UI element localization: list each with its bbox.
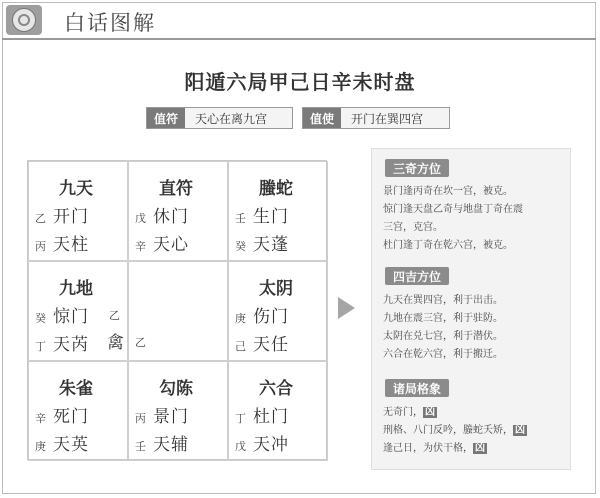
palace-grid (27, 160, 327, 460)
palace-star: 天柱 (53, 235, 89, 255)
palace-spirit: 勾陈 (159, 379, 193, 399)
palace-kun (228, 161, 328, 261)
siji-line: 太阴在兑七宫，利于潜伏。 (383, 331, 503, 342)
palace-spirit: 太阴 (259, 279, 293, 299)
palace-star: 天芮 (53, 335, 89, 355)
meta-zhishi-label: 值使 (303, 108, 341, 128)
palace-stem: 戊 (235, 440, 246, 453)
palace-center-stem: 乙 (135, 336, 146, 349)
siji-line: 九天在巽四宫，利于出击。 (383, 295, 503, 306)
palace-spirit: 九地 (59, 279, 93, 299)
sanqi-line: 景门逢丙奇在坎一宫，被克。 (383, 186, 513, 197)
palace-dui (228, 261, 328, 361)
palace-stem: 辛 (135, 240, 146, 253)
sanqi-label: 三奇方位 (385, 159, 449, 177)
geju-line: 无奇门， (383, 407, 423, 418)
palace-stem: 辛 (35, 412, 46, 425)
palace-stem: 癸 (235, 240, 246, 253)
palace-stem: 庚 (35, 440, 46, 453)
palace-stem: 壬 (135, 440, 146, 453)
geju-badge: 凶 (425, 407, 435, 418)
palace-extra-stem: 乙 (109, 309, 120, 322)
sanqi-line: 杜门逢丁奇在乾六宫，被克。 (383, 240, 513, 251)
palace-stem: 丙 (135, 412, 146, 425)
siji-text (383, 292, 567, 364)
palace-zhen (28, 261, 128, 361)
palace-center (128, 261, 228, 361)
meta-zhifu (146, 107, 293, 129)
geju-line: 刑格、八门反吟，螣蛇夭矫， (383, 425, 513, 436)
section-title: 白话图解 (64, 11, 156, 35)
geju-badge: 凶 (475, 443, 485, 454)
palace-kan (128, 361, 228, 461)
palace-gen (28, 361, 128, 461)
palace-star: 天蓬 (253, 235, 289, 255)
palace-li (128, 161, 228, 261)
palace-star: 天英 (53, 435, 89, 455)
siji-line: 六合在乾六宫，利于搬迁。 (383, 349, 503, 360)
palace-gate: 杜门 (253, 407, 289, 427)
palace-stem: 壬 (235, 212, 246, 225)
page-title: 阳遁六局甲己日辛未时盘 (184, 70, 416, 94)
palace-star: 天任 (253, 335, 289, 355)
meta-zhishi (302, 107, 450, 129)
palace-qian (228, 361, 328, 461)
palace-stem: 庚 (235, 312, 246, 325)
arrow-right-icon (338, 297, 355, 319)
palace-spirit: 直符 (159, 179, 193, 199)
geju-badge: 凶 (515, 425, 525, 436)
meta-zhishi-value: 开门在巽四宫 (351, 111, 424, 126)
palace-stem: 己 (235, 340, 246, 353)
header-bar (2, 2, 596, 40)
palace-stem: 丁 (35, 340, 46, 353)
palace-spirit: 朱雀 (59, 379, 93, 399)
palace-xun (28, 161, 128, 261)
meta-zhifu-label: 值符 (147, 108, 185, 128)
analysis-panel (371, 148, 571, 470)
palace-gate: 景门 (153, 407, 189, 427)
geju-text (383, 404, 567, 458)
palace-gate: 惊门 (53, 307, 89, 327)
logo-icon (6, 5, 42, 35)
geju-line: 逢己日，为伏干格， (383, 443, 473, 454)
palace-stem: 乙 (35, 212, 46, 225)
palace-gate: 休门 (153, 207, 189, 227)
palace-gate: 生门 (253, 207, 289, 227)
siji-line: 九地在震三宫，利于驻防。 (383, 313, 503, 324)
palace-gate: 死门 (53, 407, 89, 427)
palace-stem: 癸 (35, 312, 46, 325)
palace-star: 天心 (153, 235, 189, 255)
palace-star: 天冲 (253, 435, 289, 455)
sanqi-line: 惊门逢天盘乙奇与地盘丁奇在震 (383, 204, 523, 215)
geju-label: 诸局格象 (385, 379, 449, 397)
palace-gate: 伤门 (253, 307, 289, 327)
meta-zhifu-value: 天心在离九宫 (195, 111, 268, 126)
sanqi-text (383, 183, 567, 255)
palace-gate: 开门 (53, 207, 89, 227)
palace-spirit: 九天 (59, 179, 93, 199)
palace-star: 天辅 (153, 435, 189, 455)
siji-label: 四吉方位 (385, 267, 449, 285)
palace-stem: 丙 (35, 240, 46, 253)
sanqi-line: 三宫，克宫。 (383, 222, 443, 233)
palace-stem: 丁 (235, 412, 246, 425)
palace-extra-star: 禽 (107, 333, 124, 353)
palace-stem: 戊 (135, 212, 146, 225)
palace-spirit: 螣蛇 (259, 179, 293, 199)
palace-spirit: 六合 (259, 379, 293, 399)
